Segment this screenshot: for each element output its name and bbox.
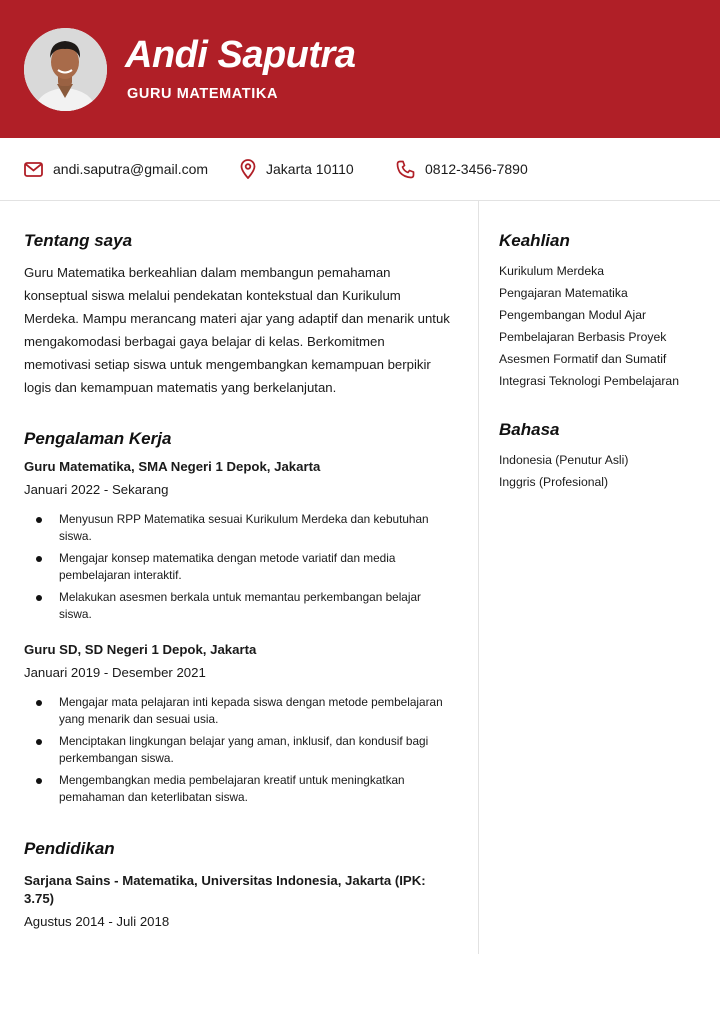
language-item: Indonesia (Penutur Asli) <box>499 453 629 467</box>
candidate-name: Andi Saputra <box>125 34 356 76</box>
skill-item: Pembelajaran Berbasis Proyek <box>499 330 667 344</box>
job-date: Januari 2019 - Desember 2021 <box>24 665 206 680</box>
skills-title: Keahlian <box>499 231 570 250</box>
job-bullets <box>24 511 454 623</box>
skill-item: Kurikulum Merdeka <box>499 264 604 278</box>
about-section <box>24 230 454 399</box>
bullet-item <box>24 733 454 767</box>
header-banner <box>0 0 720 138</box>
main-column <box>24 230 454 931</box>
avatar <box>24 28 107 111</box>
bullet-text: Mengajar konsep matematika dengan metode variatif dan media pembelajaran interaktif. <box>59 551 396 582</box>
contact-location <box>240 158 354 180</box>
contact-bar <box>0 138 720 201</box>
map-pin-icon <box>240 159 256 179</box>
experience-title: Pengalaman Kerja <box>24 429 172 448</box>
bullet-dot <box>36 739 42 745</box>
bullet-item <box>24 511 454 545</box>
education-degree: Sarjana Sains - Matematika, Universitas Indonesia, Jakarta (IPK: 3.75) <box>24 873 426 906</box>
bullet-dot <box>36 556 42 562</box>
bullet-text: Mengajar mata pelajaran inti kepada siswa dengan metode pembelajaran yang menarik dan sesuai usia. <box>59 695 443 726</box>
job-heading: Guru SD, SD Negeri 1 Depok, Jakarta <box>24 642 257 657</box>
bullet-text: Mengembangkan media pembelajaran kreatif untuk meningkatkan pemahaman dan keterlibatan siswa. <box>59 773 405 804</box>
bullet-item <box>24 589 454 623</box>
languages-title: Bahasa <box>499 420 560 439</box>
about-text: Guru Matematika berkeahlian dalam membangun pemahaman konseptual siswa melalui pendekatan kontekstual dan Kurikulum Merdeka. Mampu merancang materi ajar yang adaptif dan menarik untuk mengakomodasi berbagai gaya belajar di kelas. Berkomitmen memotivasi setiap siswa untuk mengembangkan kemampuan berpikir logis dan kemampuan matematis yang berkelanjutan. <box>24 265 450 395</box>
about-title: Tentang saya <box>24 231 133 250</box>
job-entry <box>24 641 454 806</box>
bullet-dot <box>36 778 42 784</box>
skill-item: Pengajaran Matematika <box>499 286 628 300</box>
languages-section <box>499 419 704 493</box>
job-heading: Guru Matematika, SMA Negeri 1 Depok, Jakarta <box>24 459 321 474</box>
skill-item: Asesmen Formatif dan Sumatif <box>499 352 667 366</box>
job-date: Januari 2022 - Sekarang <box>24 482 169 497</box>
bullet-dot <box>36 517 42 523</box>
bullet-text: Menciptakan lingkungan belajar yang aman, inklusif, dan kondusif bagi perkembangan siswa. <box>59 734 429 765</box>
languages-list <box>499 449 704 493</box>
contact-email[interactable] <box>24 158 208 180</box>
bullet-item <box>24 772 454 806</box>
bullet-text: Melakukan asesmen berkala untuk memantau perkembangan belajar siswa. <box>59 590 421 621</box>
education-section <box>24 838 454 931</box>
bullet-item <box>24 550 454 584</box>
contact-phone[interactable] <box>396 158 528 180</box>
bullet-dot <box>36 700 42 706</box>
phone-text: 0812-3456-7890 <box>425 161 528 177</box>
email-text: andi.saputra@gmail.com <box>53 161 209 177</box>
language-item: Inggris (Profesional) <box>499 475 609 489</box>
experience-section <box>24 428 454 806</box>
phone-icon <box>396 160 415 179</box>
skill-item: Pengembangan Modul Ajar <box>499 308 647 322</box>
bullet-text: Menyusun RPP Matematika sesuai Kurikulum Merdeka dan kebutuhan siswa. <box>59 512 429 543</box>
mail-icon <box>24 162 43 177</box>
bullet-dot <box>36 595 42 601</box>
column-divider <box>478 201 479 954</box>
bullet-item <box>24 694 454 728</box>
job-bullets <box>24 694 454 806</box>
candidate-job-title: GURU MATEMATIKA <box>127 86 279 102</box>
education-title: Pendidikan <box>24 839 115 858</box>
skill-item: Integrasi Teknologi Pembelajaran <box>499 374 679 388</box>
skills-section <box>499 230 704 392</box>
side-column <box>499 230 704 493</box>
skills-list <box>499 260 704 392</box>
location-text: Jakarta 10110 <box>266 161 354 177</box>
job-entry <box>24 458 454 623</box>
education-date: Agustus 2014 - Juli 2018 <box>24 914 170 929</box>
